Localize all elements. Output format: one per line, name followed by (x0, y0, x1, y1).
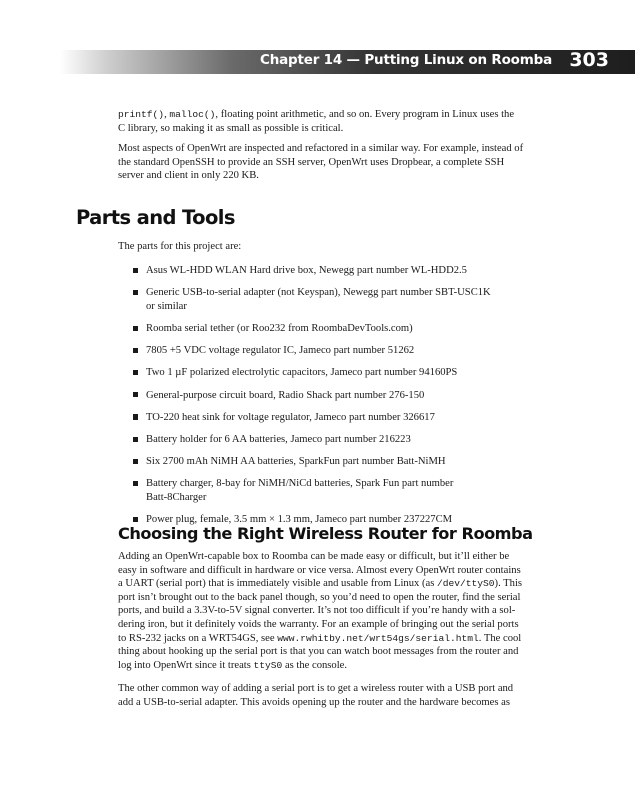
router-paragraph-1 (118, 550, 570, 672)
router-p1-line-9-pre: log into OpenWrt since it treats (118, 659, 254, 671)
parts-list-item (118, 264, 558, 278)
intro-paragraph (118, 108, 570, 135)
parts-list-item-text: or similar (146, 300, 187, 312)
intro-line-1 (118, 108, 570, 122)
router-p1-line-9-post: as the console. (282, 659, 348, 671)
router-heading: Choosing the Right Wireless Router for Roomba (118, 524, 533, 543)
parts-intro: The parts for this project are: (118, 241, 242, 252)
router-p1-line-3-post: ). This (494, 578, 523, 590)
parts-list-item (118, 477, 558, 504)
parts-list-item-text: Batt-8Charger (146, 491, 207, 503)
code-printf: printf() (118, 109, 165, 120)
code-ttys0: ttyS0 (253, 659, 283, 671)
router-p1-line-5: ports, and build a 3.3V-to-5V signal converter. It’s not too difficult if you’re handy with a sol- (118, 605, 516, 617)
bullet-square-icon (133, 392, 138, 397)
openwrt-line-1: Most aspects of OpenWrt are inspected and refactored in a similar way. For example, instead of (118, 143, 524, 154)
router-p1-line-3 (118, 577, 570, 591)
parts-list-item-text: Generic USB-to-serial adapter (not Keyspan), Newegg part number SBT-USC1K (146, 287, 491, 299)
bullet-square-icon (133, 414, 138, 419)
router-p1-line-7 (118, 632, 570, 646)
parts-list-item-text: 7805 +5 VDC voltage regulator IC, Jameco part number 51262 (146, 345, 415, 357)
parts-list-item-text: Asus WL-HDD WLAN Hard drive box, Newegg part number WL-HDD2.5 (146, 265, 467, 276)
bullet-square-icon (133, 437, 138, 442)
parts-list-item (118, 344, 558, 358)
router-p1-line-4: port isn’t brought out to the back panel though, so you’d need to open the router, find the serial (118, 591, 521, 603)
page-number: 303 (569, 49, 609, 71)
openwrt-line-2: the standard OpenSSH to provide an SSH server, OpenWrt uses Dropbear, a complete SSH (118, 156, 505, 168)
parts-list-item-text: Battery charger, 8-bay for NiMH/NiCd batteries, Spark Fun part number (146, 478, 454, 490)
bullet-square-icon (133, 348, 138, 353)
router-p1-line-2: easy in software and difficult in hardware or vice versa. Almost every OpenWrt router contains (118, 564, 521, 576)
parts-list-item (118, 433, 558, 447)
router-p1-line-7-pre: to RS-232 jacks on a WRT54GS, see (118, 632, 278, 644)
router-p1-line-9 (118, 659, 570, 673)
router-p1-line-1: Adding an OpenWrt-capable box to Roomba can be made easy or difficult, but it’ll either be (118, 551, 510, 562)
bullet-square-icon (133, 290, 138, 295)
bullet-square-icon (133, 459, 138, 464)
parts-list (118, 264, 558, 535)
openwrt-line-3: server and client in only 220 KB. (118, 170, 259, 182)
parts-list-item-text: Battery holder for 6 AA batteries, Jameco part number 216223 (146, 433, 411, 445)
parts-list-item (118, 366, 558, 380)
parts-list-item-text: Six 2700 mAh NiMH AA batteries, SparkFun part number Batt-NiMH (146, 456, 446, 468)
bullet-square-icon (133, 370, 138, 375)
parts-list-item (118, 389, 558, 403)
parts-heading: Parts and Tools (76, 206, 235, 229)
router-p1-line-6: dering iron, but it definitely voids the warranty. For an example of bringing out the serial ports (118, 618, 519, 630)
bullet-square-icon (133, 517, 138, 522)
router-p2-line-2: add a USB-to-serial adapter. This avoids opening up the router and the hardware becomes as (118, 696, 510, 708)
bullet-square-icon (133, 268, 138, 273)
router-p2-line-1: The other common way of adding a serial port is to get a wireless router with a USB port and (118, 683, 514, 694)
router-paragraph-2 (118, 682, 570, 709)
parts-list-item (118, 455, 558, 469)
bullet-square-icon (133, 326, 138, 331)
parts-list-item (118, 411, 558, 425)
router-p1-line-7-post: . The cool (478, 632, 522, 644)
parts-list-item-text: Roomba serial tether (or Roo232 from RoombaDevTools.com) (146, 322, 413, 334)
code-dev-ttys0: /dev/ttyS0 (436, 578, 495, 590)
intro-sep: , (164, 109, 170, 120)
page-header (60, 50, 635, 74)
code-url: www.rwhitby.net/wrt54gs/serial.html (277, 632, 479, 644)
parts-list-item (118, 322, 558, 336)
code-malloc: malloc() (169, 109, 216, 120)
intro-line-2: C library, so making it as small as possible is critical. (118, 122, 344, 134)
intro-line-1-text: , floating point arithmetic, and so on. Every program in Linux uses the (215, 109, 515, 120)
router-p1-line-3-pre: a UART (serial port) that is immediately visible and usable from Linux (as (118, 578, 437, 590)
openwrt-paragraph (118, 142, 570, 183)
parts-list-item-text: TO-220 heat sink for voltage regulator, Jameco part number 326617 (146, 411, 435, 423)
chapter-title: Chapter 14 — Putting Linux on Roomba (260, 52, 552, 68)
router-p1-line-8: thing about hooking up the serial port is that you can watch boot messages from the router and (118, 646, 519, 658)
parts-list-item (118, 286, 558, 313)
parts-list-item-text: Two 1 µF polarized electrolytic capacitors, Jameco part number 94160PS (146, 367, 458, 379)
bullet-square-icon (133, 481, 138, 486)
parts-list-item-text: Power plug, female, 3.5 mm × 1.3 mm, Jameco part number 237227CM (146, 514, 453, 526)
parts-list-item-text: General-purpose circuit board, Radio Shack part number 276-150 (146, 389, 425, 401)
